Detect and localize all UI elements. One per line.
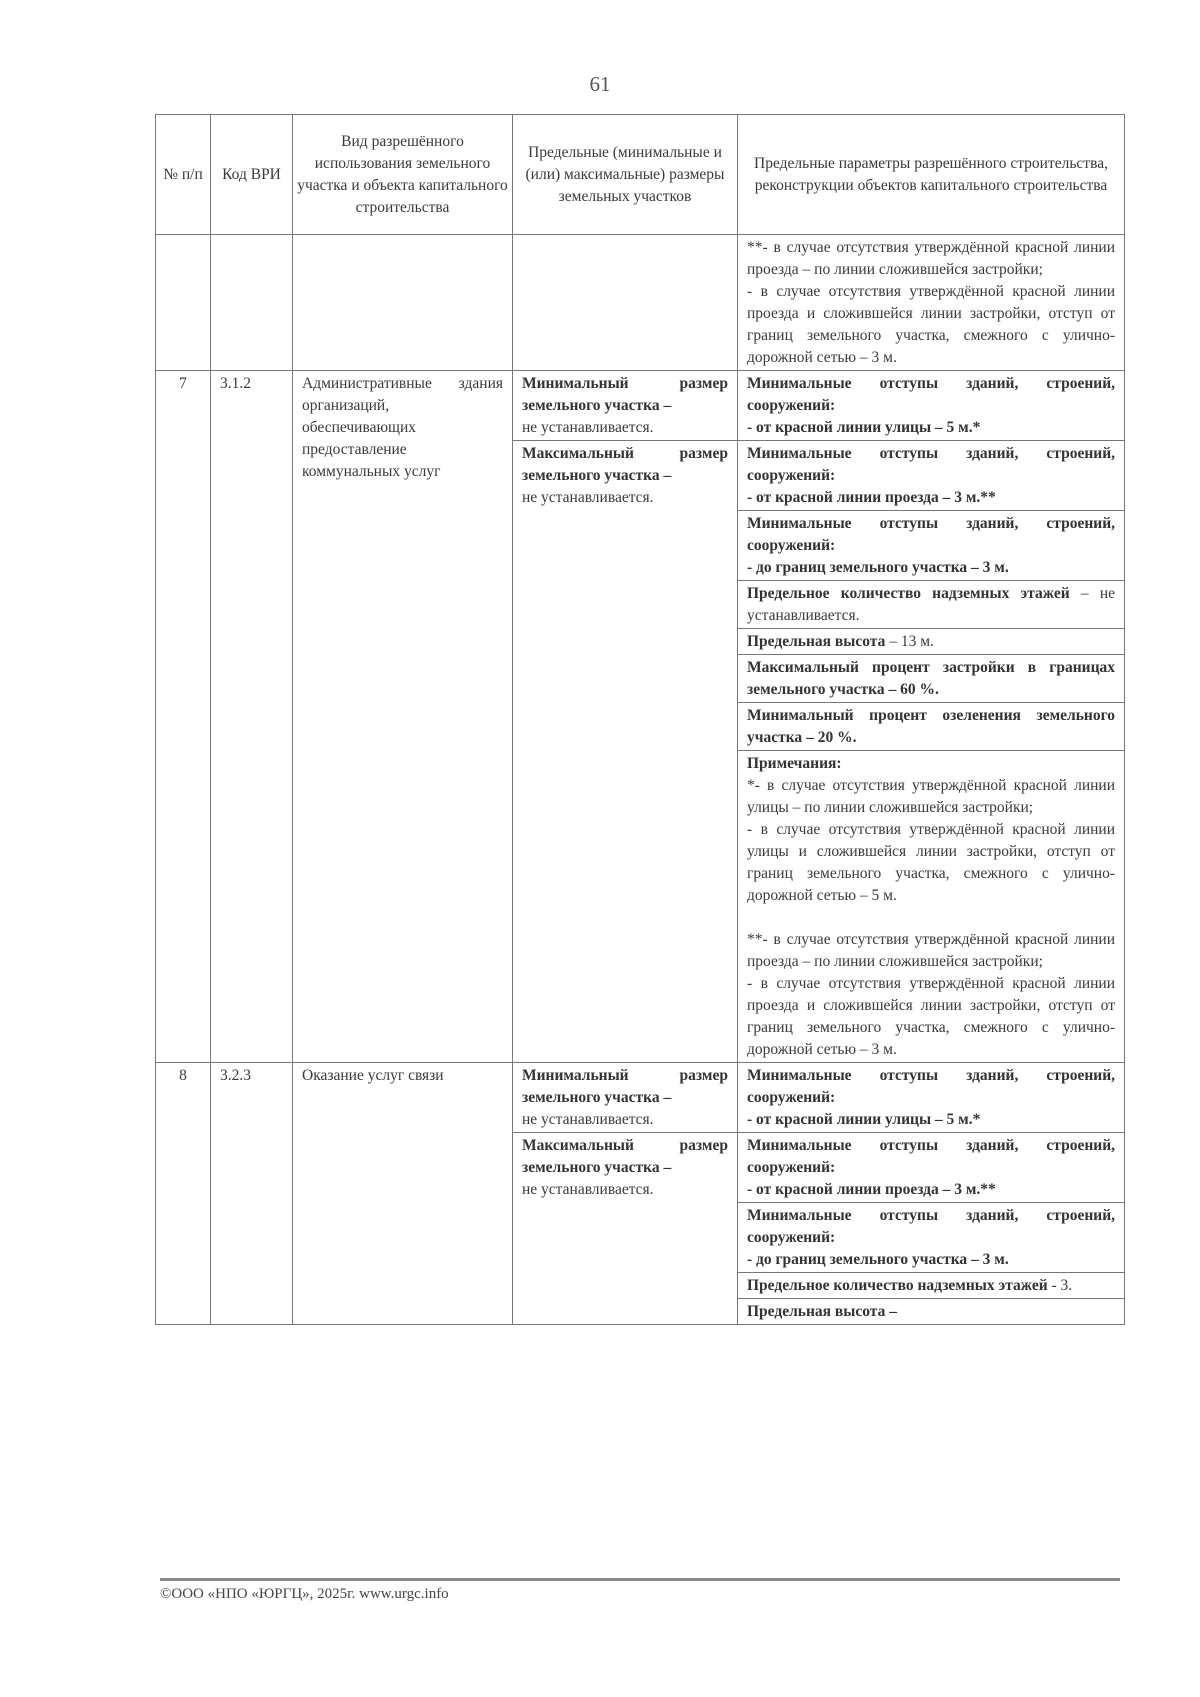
min-size-value: не устанавливается. xyxy=(522,419,654,436)
min-size-title: Минимальный размер земельного участка – xyxy=(522,1067,728,1106)
row-code: 3.2.3 xyxy=(211,1063,293,1325)
notes-title: Примечания: xyxy=(747,755,842,772)
row-number: 8 xyxy=(156,1063,211,1325)
min-size-cell xyxy=(513,1063,738,1133)
param-title: Минимальные отступы зданий, строений, сооружений: xyxy=(747,515,1115,554)
param-cell xyxy=(738,1299,1125,1325)
param-value: – 60 %. xyxy=(884,681,939,698)
table-row xyxy=(156,371,1125,441)
row-kind: Административные здания организаций, обеспечивающих предоставление коммунальных услуг xyxy=(293,371,513,1063)
header-code: Код ВРИ xyxy=(211,115,293,235)
param-value: - от красной линии улицы – 5 м.* xyxy=(747,419,981,436)
regulations-table xyxy=(155,114,1125,1325)
table-header-row xyxy=(156,115,1125,235)
param-cell xyxy=(738,703,1125,751)
footer-copyright: ©ООО «НПО «ЮРГЦ», 2025г. www.urgc.info xyxy=(160,1586,449,1602)
param-cell xyxy=(738,511,1125,581)
min-size-title: Минимальный размер земельного участка – xyxy=(522,375,728,414)
footer-divider xyxy=(160,1578,1120,1581)
param-value: - от красной линии улицы – 5 м.* xyxy=(747,1111,981,1128)
param-value: - от красной линии проезда – 3 м.** xyxy=(747,489,996,506)
notes-cell xyxy=(738,751,1125,1063)
page-number: 61 xyxy=(589,72,611,96)
param-title: Предельное количество надземных этажей xyxy=(747,585,1070,602)
header-num: № п/п xyxy=(156,115,211,235)
param-title: Предельная высота – xyxy=(747,1303,897,1320)
max-size-value: не устанавливается. xyxy=(522,1181,654,1198)
param-cell xyxy=(738,441,1125,511)
param-cell xyxy=(738,1133,1125,1203)
param-value: - от красной линии проезда – 3 м.** xyxy=(747,1181,996,1198)
param-value: - 3. xyxy=(1047,1277,1073,1294)
row-kind: Оказание услуг связи xyxy=(293,1063,513,1325)
param-cell xyxy=(738,655,1125,703)
note-text: - в случае отсутствия утверждённой красной линии проезда и сложившейся линии застройки, отступ от границ земельного участка, смежного с улично-дорожной сетью – 3 м. xyxy=(747,975,1115,1058)
row-number: 7 xyxy=(156,371,211,1063)
param-title: Максимальный процент застройки в границах земельного участка xyxy=(747,659,1115,698)
row-code: 3.1.2 xyxy=(211,371,293,1063)
continuation-notes xyxy=(738,235,1125,371)
param-cell xyxy=(738,371,1125,441)
header-kind: Вид разрешённого использования земельного участка и объекта капитального строительства xyxy=(293,115,513,235)
note-text: *- в случае отсутствия утверждённой красной линии улицы – по линии сложившейся застройки; xyxy=(747,777,1115,816)
param-cell xyxy=(738,1203,1125,1273)
table-row xyxy=(156,1063,1125,1133)
param-title: Минимальные отступы зданий, строений, сооружений: xyxy=(747,445,1115,484)
param-value: - до границ земельного участка – 3 м. xyxy=(747,559,1009,576)
note-text: **- в случае отсутствия утверждённой красной линии проезда – по линии сложившейся застройки; xyxy=(747,931,1115,970)
param-title: Минимальные отступы зданий, строений, сооружений: xyxy=(747,1137,1115,1176)
max-size-cell xyxy=(513,441,738,1063)
max-size-title: Максимальный размер земельного участка – xyxy=(522,1137,728,1176)
param-value: – 13 м. xyxy=(885,633,934,650)
table-row-continuation xyxy=(156,235,1125,371)
param-title: Минимальный процент озеленения земельного участка xyxy=(747,707,1115,746)
param-title: Минимальные отступы зданий, строений, сооружений: xyxy=(747,375,1115,414)
max-size-cell xyxy=(513,1133,738,1325)
param-cell xyxy=(738,629,1125,655)
param-title: Минимальные отступы зданий, строений, сооружений: xyxy=(747,1207,1115,1246)
header-params: Предельные параметры разрешённого строительства, реконструкции объектов капитального строительства xyxy=(738,115,1125,235)
min-size-value: не устанавливается. xyxy=(522,1111,654,1128)
note-text: - в случае отсутствия утверждённой красной линии проезда и сложившейся линии застройки, отступ от границ земельного участка, смежного с улично-дорожной сетью – 3 м. xyxy=(747,283,1115,366)
param-cell xyxy=(738,1063,1125,1133)
param-value: – 20 %. xyxy=(802,729,857,746)
max-size-value: не устанавливается. xyxy=(522,489,654,506)
param-cell xyxy=(738,1273,1125,1299)
min-size-cell xyxy=(513,371,738,441)
param-title: Минимальные отступы зданий, строений, сооружений: xyxy=(747,1067,1115,1106)
note-text: **- в случае отсутствия утверждённой красной линии проезда – по линии сложившейся застройки; xyxy=(747,239,1115,278)
header-size: Предельные (минимальные и (или) максимальные) размеры земельных участков xyxy=(513,115,738,235)
max-size-title: Максимальный размер земельного участка – xyxy=(522,445,728,484)
param-title: Предельное количество надземных этажей xyxy=(747,1277,1048,1294)
note-text: - в случае отсутствия утверждённой красной линии улицы и сложившейся линии застройки, отступ от границ земельного участка, смежного с улично-дорожной сетью – 5 м. xyxy=(747,821,1115,904)
param-title: Предельная высота xyxy=(747,633,886,650)
param-value: - до границ земельного участка – 3 м. xyxy=(747,1251,1009,1268)
param-cell xyxy=(738,581,1125,629)
param-value: – не устанавливается. xyxy=(747,585,1115,624)
